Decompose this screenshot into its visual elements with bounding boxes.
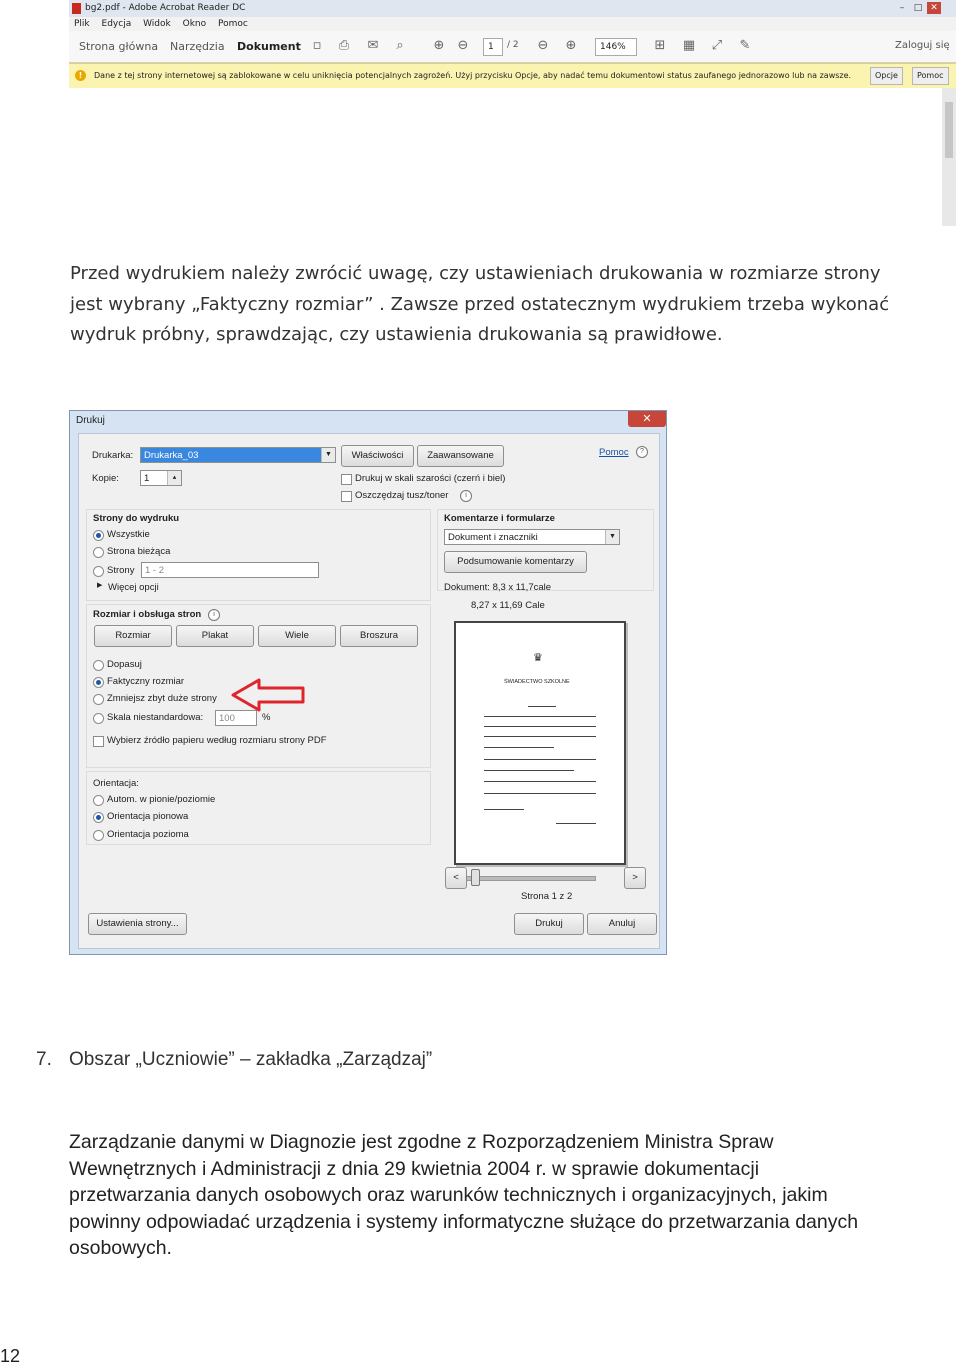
poster-button[interactable]: Plakat [176, 625, 254, 647]
paper-source-label: Wybierz źródło papieru według rozmiaru strony PDF [107, 735, 327, 746]
custom-scale-label: Skala niestandardowa: [107, 712, 204, 723]
actual-size-radio[interactable] [93, 677, 104, 688]
tab-home[interactable]: Strona główna [79, 40, 159, 53]
comments-select[interactable] [444, 529, 620, 545]
print-icon[interactable]: ⎙ [338, 38, 350, 53]
maximize-icon[interactable]: □ [913, 3, 923, 13]
preview-line [556, 823, 596, 824]
menu-file[interactable]: Plik [74, 19, 90, 29]
pages-current-radio[interactable] [93, 547, 104, 558]
search-icon[interactable]: ⌕ [396, 38, 404, 53]
acrobat-screenshot [69, 0, 956, 226]
tab-tools[interactable]: Narzędzia [170, 40, 225, 53]
scrollbar-thumb[interactable] [945, 102, 953, 158]
preview-line [528, 706, 556, 707]
booklet-button[interactable]: Broszura [340, 625, 418, 647]
spinner-icon[interactable]: ▴ [167, 471, 181, 485]
paper-size-label: 8,27 x 11,69 Cale [471, 600, 545, 611]
orient-auto-label: Autom. w pionie/poziomie [107, 794, 216, 805]
close-icon[interactable]: ✕ [628, 411, 666, 427]
document-area [69, 88, 942, 226]
chevron-down-icon: ▼ [605, 530, 619, 544]
page-up-icon[interactable]: ⊕ [433, 38, 445, 53]
section-number: 7. [36, 1049, 52, 1070]
page-number-input[interactable]: 1 [483, 38, 503, 56]
save-icon[interactable]: ▫ [312, 38, 322, 53]
comments-group-title: Komentarze i formularze [444, 513, 555, 524]
orient-landscape-label: Orientacja pozioma [107, 829, 189, 840]
paragraph-line: jest wybrany „Faktyczny rozmiar” . Zawsze przed ostatecznym wydrukiem trzeba wykonać [70, 293, 890, 315]
size-group-title: Rozmiar i obsługa stron [93, 609, 202, 620]
menu-help[interactable]: Pomoc [218, 19, 248, 29]
shrink-radio[interactable] [93, 694, 104, 705]
custom-scale-input[interactable]: 100 [215, 710, 257, 726]
comments-value: Dokument i znaczniki [448, 532, 538, 543]
paragraph-print-settings [70, 259, 930, 351]
warning-icon: ! [75, 70, 86, 81]
acrobat-toolbar [69, 31, 956, 63]
paragraph-line: Wewnętrznych i Administracji z dnia 29 kwietnia 2004 r. w sprawie dokumentacji [69, 1157, 760, 1180]
print-button[interactable]: Drukuj [514, 913, 584, 935]
section-heading [36, 1049, 432, 1071]
mail-icon[interactable]: ✉ [367, 38, 379, 53]
preview-line [484, 770, 574, 771]
dialog-title: Drukuj [76, 415, 105, 426]
zoom-select[interactable]: 146% [595, 38, 637, 56]
preview-line [484, 759, 596, 760]
warning-text: Dane z tej strony internetowej są zablokowane w celu uniknięcia potencjalnych zagrożeń. Użyj przycisku Opcje, aby nadać temu dokumentowi status zaufanego jednorazowo lub na zawsze. [94, 71, 852, 80]
printer-label: Drukarka: [92, 450, 134, 461]
help-icon[interactable]: i [208, 609, 220, 621]
next-page-button[interactable]: > [624, 867, 646, 889]
size-button[interactable]: Rozmiar [94, 625, 172, 647]
pages-range-label: Strony [107, 565, 135, 576]
preview-line [484, 716, 596, 717]
help-button[interactable]: Pomoc [912, 67, 949, 85]
menu-bar [69, 17, 956, 31]
preview-line [484, 809, 524, 810]
pages-all-label: Wszystkie [107, 529, 150, 540]
minimize-icon[interactable]: – [899, 3, 905, 13]
red-arrow-annotation [229, 677, 309, 713]
document-size-label: Dokument: 8,3 x 11,7cale [444, 582, 552, 593]
page-indicator: Strona 1 z 2 [521, 891, 573, 902]
page-setup-button[interactable]: Ustawienia strony... [88, 913, 187, 935]
paragraph-line: osobowych. [69, 1237, 172, 1260]
paragraph-line: przetwarzania danych osobowych oraz warunków technicznych i organizacyjnych, jakim [69, 1184, 828, 1207]
paragraph-line: powinny odpowiadać urządzenia i systemy informatyczne służące do przetwarzania danych [69, 1210, 859, 1233]
prev-page-button[interactable]: < [445, 867, 467, 889]
printer-value: Drukarka_03 [144, 450, 199, 461]
close-icon[interactable]: ✕ [927, 2, 941, 14]
save-ink-checkbox[interactable] [341, 491, 352, 502]
preview-line [484, 726, 596, 727]
menu-edit[interactable]: Edycja [101, 19, 132, 29]
copies-label: Kopie: [92, 473, 119, 484]
sign-in-link[interactable]: Zaloguj się [895, 40, 950, 51]
paragraph-line: Przed wydrukiem należy zwrócić uwagę, czy ustawieniach drukowania w rozmiarze strony [70, 263, 881, 284]
orient-portrait-radio[interactable] [93, 812, 104, 823]
paragraph-line: Zarządzanie danymi w Diagnozie jest zgodne z Rozporządzeniem Ministra Spraw [69, 1131, 774, 1153]
section-title: Obszar „Uczniowie” – zakładka „Zarządzaj” [69, 1049, 433, 1070]
pages-range-input[interactable]: 1 - 2 [141, 562, 319, 578]
pdf-icon [72, 3, 81, 14]
fit-radio[interactable] [93, 660, 104, 671]
preview-title: ŚWIADECTWO SZKOLNE [504, 679, 570, 685]
custom-scale-radio[interactable] [93, 713, 104, 724]
paper-source-checkbox[interactable] [93, 736, 104, 747]
chevron-down-icon: ▼ [321, 448, 335, 462]
advanced-button[interactable]: Zaawansowane [417, 445, 504, 467]
vertical-scrollbar[interactable] [942, 88, 956, 226]
help-icon[interactable]: i [460, 490, 472, 502]
menu-window[interactable]: Okno [182, 19, 207, 29]
save-ink-label: Oszczędzaj tusz/toner [355, 490, 449, 501]
actual-size-label: Faktyczny rozmiar [107, 676, 185, 687]
orient-landscape-radio[interactable] [93, 830, 104, 841]
paragraph-data-management [69, 1129, 929, 1262]
preview-line [484, 747, 554, 748]
copies-value: 1 [144, 473, 150, 484]
page-number: 12 [0, 1346, 21, 1366]
shrink-label: Zmniejsz zbyt duże strony [107, 693, 217, 704]
help-icon[interactable]: ? [636, 446, 648, 458]
help-link[interactable]: Pomoc [599, 447, 629, 458]
properties-button[interactable]: Właściwości [341, 445, 414, 467]
window-title: bg2.pdf - Adobe Acrobat Reader DC [85, 3, 246, 13]
fullscreen-icon[interactable]: ⤢ [711, 38, 723, 53]
pages-range-radio[interactable] [93, 566, 104, 577]
paragraph-line: wydruk próbny, sprawdzając, czy ustawienia drukowania są prawidłowe. [70, 324, 723, 345]
copies-input[interactable] [140, 470, 182, 486]
preview-line [484, 736, 596, 737]
fit-label: Dopasuj [107, 659, 142, 670]
preview-line [484, 793, 596, 794]
eagle-emblem-icon: ♛ [533, 652, 543, 664]
grayscale-checkbox[interactable] [341, 474, 352, 485]
security-warning-bar [69, 63, 956, 89]
dialog-client-area [78, 433, 660, 949]
more-options-link[interactable]: Więcej opcji [108, 582, 159, 593]
grayscale-label: Drukuj w skali szarości (czerń i biel) [355, 473, 506, 484]
print-dialog [69, 410, 667, 955]
multiple-button[interactable]: Wiele [258, 625, 336, 647]
menu-view[interactable]: Widok [143, 19, 171, 29]
printer-select[interactable] [140, 447, 336, 463]
options-button[interactable]: Opcje [870, 67, 903, 85]
pages-all-radio[interactable] [93, 530, 104, 541]
acrobat-titlebar [69, 0, 956, 17]
orient-auto-radio[interactable] [93, 795, 104, 806]
pages-current-label: Strona bieżąca [107, 546, 171, 557]
orient-portrait-label: Orientacja pionowa [107, 811, 189, 822]
preview-line [484, 781, 596, 782]
orientation-label: Orientacja: [93, 778, 139, 789]
percent-label: % [262, 712, 271, 723]
page-down-icon[interactable]: ⊖ [457, 38, 469, 53]
zoom-in-icon[interactable]: ⊕ [565, 38, 577, 53]
cancel-button[interactable]: Anuluj [587, 913, 657, 935]
zoom-out-icon[interactable]: ⊖ [537, 38, 549, 53]
page-total: / 2 [507, 40, 519, 50]
fit-page-icon[interactable]: ⊞ [654, 38, 666, 53]
scroll-mode-icon[interactable]: ▦ [682, 38, 696, 53]
summarize-comments-button[interactable]: Podsumowanie komentarzy [444, 551, 587, 573]
comment-icon[interactable]: ✎ [739, 38, 751, 53]
preview-slider-thumb[interactable] [471, 869, 480, 886]
tab-document[interactable]: Dokument [237, 40, 301, 53]
pages-group-title: Strony do wydruku [93, 513, 180, 524]
print-preview-page [454, 621, 626, 865]
triangle-right-icon[interactable]: ▶ [97, 582, 103, 589]
